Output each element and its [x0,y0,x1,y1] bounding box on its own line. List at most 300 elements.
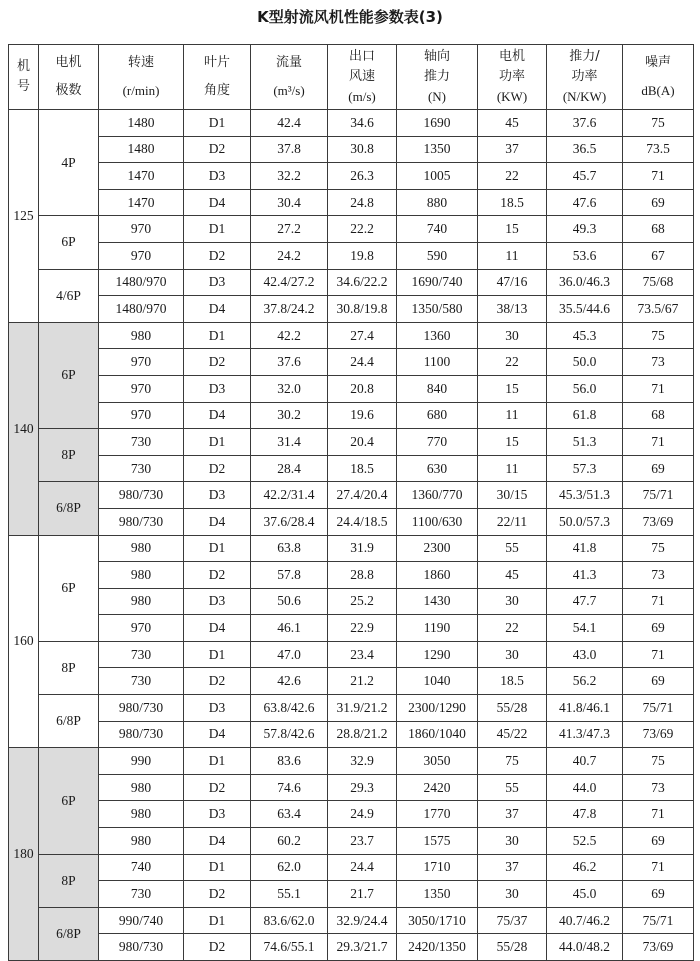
thrust-per-power-cell: 41.3 [547,562,623,589]
axial-thrust-cell: 880 [397,189,478,216]
thrust-per-power-cell: 46.2 [547,854,623,881]
noise-cell: 75/71 [623,907,694,934]
outlet-velocity-cell: 24.8 [328,189,397,216]
flow-cell: 42.2 [251,322,328,349]
blade-angle-cell: D1 [184,110,251,137]
header-outlet-velocity: 出口 风速 (m/s) [328,45,397,110]
speed-cell: 980 [99,322,184,349]
axial-thrust-cell: 1190 [397,615,478,642]
blade-angle-cell: D1 [184,641,251,668]
table-row [9,748,694,775]
pole-cell: 6P [39,322,99,428]
axial-thrust-cell: 1575 [397,828,478,855]
table-row [9,163,694,190]
thrust-per-power-cell: 45.0 [547,881,623,908]
flow-cell: 63.8 [251,535,328,562]
pole-cell: 4P [39,110,99,216]
axial-thrust-cell: 1360/770 [397,482,478,509]
outlet-velocity-cell: 23.7 [328,828,397,855]
noise-cell: 69 [623,189,694,216]
pole-cell: 6/8P [39,695,99,748]
outlet-velocity-cell: 24.4 [328,854,397,881]
flow-cell: 63.8/42.6 [251,695,328,722]
blade-angle-cell: D1 [184,322,251,349]
blade-angle-cell: D4 [184,508,251,535]
flow-cell: 42.6 [251,668,328,695]
thrust-per-power-cell: 41.3/47.3 [547,721,623,748]
speed-cell: 730 [99,668,184,695]
table-row [9,615,694,642]
speed-cell: 1470 [99,189,184,216]
blade-angle-cell: D4 [184,828,251,855]
axial-thrust-cell: 740 [397,216,478,243]
flow-cell: 74.6/55.1 [251,934,328,961]
speed-cell: 1480/970 [99,296,184,323]
axial-thrust-cell: 2420/1350 [397,934,478,961]
flow-cell: 55.1 [251,881,328,908]
noise-cell: 73/69 [623,721,694,748]
blade-angle-cell: D2 [184,455,251,482]
speed-cell: 980 [99,828,184,855]
outlet-velocity-cell: 25.2 [328,588,397,615]
speed-cell: 1480 [99,110,184,137]
thrust-per-power-cell: 50.0 [547,349,623,376]
speed-cell: 1480 [99,136,184,163]
pole-cell: 6P [39,535,99,641]
noise-cell: 73.5 [623,136,694,163]
motor-power-cell: 11 [478,455,547,482]
noise-cell: 75/71 [623,695,694,722]
table-row [9,402,694,429]
speed-cell: 980/730 [99,721,184,748]
motor-power-cell: 45 [478,110,547,137]
noise-cell: 71 [623,854,694,881]
noise-cell: 71 [623,801,694,828]
flow-cell: 27.2 [251,216,328,243]
thrust-per-power-cell: 49.3 [547,216,623,243]
blade-angle-cell: D3 [184,269,251,296]
axial-thrust-cell: 1100 [397,349,478,376]
flow-cell: 63.4 [251,801,328,828]
noise-cell: 75 [623,535,694,562]
thrust-per-power-cell: 44.0/48.2 [547,934,623,961]
thrust-per-power-cell: 61.8 [547,402,623,429]
motor-power-cell: 55 [478,774,547,801]
noise-cell: 73.5/67 [623,296,694,323]
header-axial-thrust: 轴向 推力 (N) [397,45,478,110]
thrust-per-power-cell: 47.7 [547,588,623,615]
flow-cell: 42.4/27.2 [251,269,328,296]
motor-power-cell: 30 [478,881,547,908]
axial-thrust-cell: 1350/580 [397,296,478,323]
outlet-velocity-cell: 30.8/19.8 [328,296,397,323]
outlet-velocity-cell: 31.9/21.2 [328,695,397,722]
speed-cell: 970 [99,375,184,402]
thrust-per-power-cell: 44.0 [547,774,623,801]
noise-cell: 68 [623,216,694,243]
motor-power-cell: 55/28 [478,934,547,961]
outlet-velocity-cell: 34.6 [328,110,397,137]
noise-cell: 75/71 [623,482,694,509]
flow-cell: 32.0 [251,375,328,402]
speed-cell: 740 [99,854,184,881]
pole-cell: 6/8P [39,907,99,960]
table-row [9,189,694,216]
noise-cell: 73 [623,774,694,801]
table-row [9,375,694,402]
motor-power-cell: 30/15 [478,482,547,509]
axial-thrust-cell: 630 [397,455,478,482]
speed-cell: 990 [99,748,184,775]
outlet-velocity-cell: 22.2 [328,216,397,243]
header-speed: 转速 (r/min) [99,45,184,110]
outlet-velocity-cell: 20.4 [328,429,397,456]
flow-cell: 37.8 [251,136,328,163]
table-row [9,721,694,748]
blade-angle-cell: D2 [184,136,251,163]
table-row [9,695,694,722]
table-row [9,216,694,243]
motor-power-cell: 75 [478,748,547,775]
thrust-per-power-cell: 45.7 [547,163,623,190]
axial-thrust-cell: 1690 [397,110,478,137]
model-cell: 160 [9,535,39,748]
flow-cell: 42.4 [251,110,328,137]
flow-cell: 37.6 [251,349,328,376]
table-row [9,296,694,323]
speed-cell: 980/730 [99,508,184,535]
header-poles: 电机 极数 [39,45,99,110]
blade-angle-cell: D4 [184,189,251,216]
noise-cell: 71 [623,641,694,668]
table-row [9,588,694,615]
thrust-per-power-cell: 53.6 [547,242,623,269]
flow-cell: 62.0 [251,854,328,881]
table-row [9,429,694,456]
axial-thrust-cell: 1005 [397,163,478,190]
table-row [9,881,694,908]
flow-cell: 30.4 [251,189,328,216]
thrust-per-power-cell: 56.2 [547,668,623,695]
axial-thrust-cell: 1690/740 [397,269,478,296]
flow-cell: 47.0 [251,641,328,668]
noise-cell: 69 [623,881,694,908]
thrust-per-power-cell: 40.7/46.2 [547,907,623,934]
axial-thrust-cell: 3050 [397,748,478,775]
axial-thrust-cell: 840 [397,375,478,402]
flow-cell: 30.2 [251,402,328,429]
speed-cell: 980 [99,774,184,801]
outlet-velocity-cell: 29.3 [328,774,397,801]
blade-angle-cell: D4 [184,615,251,642]
motor-power-cell: 15 [478,429,547,456]
flow-cell: 31.4 [251,429,328,456]
speed-cell: 980 [99,588,184,615]
motor-power-cell: 55 [478,535,547,562]
axial-thrust-cell: 1100/630 [397,508,478,535]
blade-angle-cell: D2 [184,562,251,589]
outlet-velocity-cell: 27.4/20.4 [328,482,397,509]
thrust-per-power-cell: 45.3/51.3 [547,482,623,509]
pole-cell: 6P [39,216,99,269]
blade-angle-cell: D2 [184,774,251,801]
blade-angle-cell: D1 [184,535,251,562]
blade-angle-cell: D4 [184,402,251,429]
table-row [9,854,694,881]
outlet-velocity-cell: 19.8 [328,242,397,269]
header-blade-angle: 叶片 角度 [184,45,251,110]
pole-cell: 8P [39,641,99,694]
noise-cell: 75 [623,322,694,349]
table-row [9,801,694,828]
motor-power-cell: 11 [478,402,547,429]
table-row [9,934,694,961]
motor-power-cell: 22 [478,163,547,190]
noise-cell: 71 [623,588,694,615]
motor-power-cell: 30 [478,322,547,349]
speed-cell: 980/730 [99,695,184,722]
flow-cell: 32.2 [251,163,328,190]
axial-thrust-cell: 2300/1290 [397,695,478,722]
pole-cell: 4/6P [39,269,99,322]
table-row [9,907,694,934]
outlet-velocity-cell: 24.4 [328,349,397,376]
axial-thrust-cell: 1350 [397,881,478,908]
axial-thrust-cell: 1360 [397,322,478,349]
blade-angle-cell: D4 [184,296,251,323]
flow-cell: 37.8/24.2 [251,296,328,323]
flow-cell: 83.6/62.0 [251,907,328,934]
noise-cell: 73 [623,349,694,376]
thrust-per-power-cell: 41.8 [547,535,623,562]
performance-table [8,44,694,961]
thrust-per-power-cell: 50.0/57.3 [547,508,623,535]
table-row [9,242,694,269]
blade-angle-cell: D1 [184,854,251,881]
table-row [9,668,694,695]
noise-cell: 69 [623,828,694,855]
speed-cell: 730 [99,455,184,482]
blade-angle-cell: D1 [184,907,251,934]
motor-power-cell: 37 [478,801,547,828]
axial-thrust-cell: 680 [397,402,478,429]
model-cell: 140 [9,322,39,535]
motor-power-cell: 37 [478,854,547,881]
motor-power-cell: 47/16 [478,269,547,296]
motor-power-cell: 11 [478,242,547,269]
outlet-velocity-cell: 24.4/18.5 [328,508,397,535]
flow-cell: 42.2/31.4 [251,482,328,509]
thrust-per-power-cell: 43.0 [547,641,623,668]
table-row [9,482,694,509]
table-row [9,508,694,535]
table-row [9,110,694,137]
thrust-per-power-cell: 47.8 [547,801,623,828]
noise-cell: 75 [623,748,694,775]
thrust-per-power-cell: 57.3 [547,455,623,482]
outlet-velocity-cell: 26.3 [328,163,397,190]
table-row [9,535,694,562]
speed-cell: 730 [99,429,184,456]
axial-thrust-cell: 2420 [397,774,478,801]
axial-thrust-cell: 1860 [397,562,478,589]
axial-thrust-cell: 1860/1040 [397,721,478,748]
blade-angle-cell: D1 [184,216,251,243]
motor-power-cell: 45 [478,562,547,589]
speed-cell: 980 [99,801,184,828]
blade-angle-cell: D3 [184,801,251,828]
noise-cell: 68 [623,402,694,429]
noise-cell: 69 [623,668,694,695]
thrust-per-power-cell: 56.0 [547,375,623,402]
speed-cell: 980 [99,535,184,562]
header-model: 机 号 [9,45,39,110]
flow-cell: 28.4 [251,455,328,482]
blade-angle-cell: D3 [184,482,251,509]
motor-power-cell: 15 [478,375,547,402]
motor-power-cell: 30 [478,641,547,668]
table-row [9,322,694,349]
axial-thrust-cell: 1770 [397,801,478,828]
table-row [9,828,694,855]
outlet-velocity-cell: 19.6 [328,402,397,429]
table-body [9,110,694,961]
motor-power-cell: 22/11 [478,508,547,535]
motor-power-cell: 22 [478,349,547,376]
noise-cell: 71 [623,375,694,402]
noise-cell: 67 [623,242,694,269]
motor-power-cell: 38/13 [478,296,547,323]
speed-cell: 980 [99,562,184,589]
header-row [9,45,694,110]
blade-angle-cell: D2 [184,668,251,695]
thrust-per-power-cell: 36.5 [547,136,623,163]
thrust-per-power-cell: 41.8/46.1 [547,695,623,722]
motor-power-cell: 30 [478,828,547,855]
noise-cell: 75/68 [623,269,694,296]
thrust-per-power-cell: 36.0/46.3 [547,269,623,296]
noise-cell: 69 [623,455,694,482]
speed-cell: 970 [99,402,184,429]
blade-angle-cell: D1 [184,748,251,775]
table-row [9,349,694,376]
flow-cell: 37.6/28.4 [251,508,328,535]
blade-angle-cell: D2 [184,881,251,908]
outlet-velocity-cell: 20.8 [328,375,397,402]
model-cell: 180 [9,748,39,961]
flow-cell: 24.2 [251,242,328,269]
outlet-velocity-cell: 18.5 [328,455,397,482]
table-row [9,269,694,296]
axial-thrust-cell: 770 [397,429,478,456]
outlet-velocity-cell: 32.9/24.4 [328,907,397,934]
noise-cell: 71 [623,163,694,190]
table-row [9,774,694,801]
pole-cell: 8P [39,429,99,482]
outlet-velocity-cell: 21.7 [328,881,397,908]
noise-cell: 75 [623,110,694,137]
speed-cell: 970 [99,242,184,269]
model-cell: 125 [9,110,39,323]
table-row [9,455,694,482]
noise-cell: 71 [623,429,694,456]
speed-cell: 730 [99,881,184,908]
flow-cell: 57.8/42.6 [251,721,328,748]
motor-power-cell: 37 [478,136,547,163]
speed-cell: 980/730 [99,934,184,961]
motor-power-cell: 15 [478,216,547,243]
motor-power-cell: 45/22 [478,721,547,748]
pole-cell: 8P [39,854,99,907]
axial-thrust-cell: 1350 [397,136,478,163]
flow-cell: 60.2 [251,828,328,855]
axial-thrust-cell: 2300 [397,535,478,562]
header-thrust-per-power: 推力/ 功率 (N/KW) [547,45,623,110]
table-row [9,641,694,668]
motor-power-cell: 18.5 [478,668,547,695]
header-noise: 噪声 dB(A) [623,45,694,110]
flow-cell: 46.1 [251,615,328,642]
table-title: K型射流风机性能参数表(3) [257,8,443,26]
noise-cell: 73/69 [623,934,694,961]
outlet-velocity-cell: 28.8 [328,562,397,589]
table-row [9,562,694,589]
motor-power-cell: 22 [478,615,547,642]
outlet-velocity-cell: 21.2 [328,668,397,695]
motor-power-cell: 55/28 [478,695,547,722]
noise-cell: 69 [623,615,694,642]
blade-angle-cell: D3 [184,375,251,402]
outlet-velocity-cell: 29.3/21.7 [328,934,397,961]
outlet-velocity-cell: 23.4 [328,641,397,668]
outlet-velocity-cell: 31.9 [328,535,397,562]
speed-cell: 730 [99,641,184,668]
blade-angle-cell: D4 [184,721,251,748]
thrust-per-power-cell: 37.6 [547,110,623,137]
blade-angle-cell: D3 [184,695,251,722]
axial-thrust-cell: 1290 [397,641,478,668]
thrust-per-power-cell: 35.5/44.6 [547,296,623,323]
motor-power-cell: 18.5 [478,189,547,216]
axial-thrust-cell: 590 [397,242,478,269]
thrust-per-power-cell: 40.7 [547,748,623,775]
axial-thrust-cell: 1040 [397,668,478,695]
speed-cell: 970 [99,216,184,243]
thrust-per-power-cell: 45.3 [547,322,623,349]
outlet-velocity-cell: 28.8/21.2 [328,721,397,748]
outlet-velocity-cell: 24.9 [328,801,397,828]
flow-cell: 83.6 [251,748,328,775]
outlet-velocity-cell: 22.9 [328,615,397,642]
outlet-velocity-cell: 30.8 [328,136,397,163]
noise-cell: 73 [623,562,694,589]
speed-cell: 990/740 [99,907,184,934]
blade-angle-cell: D2 [184,349,251,376]
blade-angle-cell: D2 [184,242,251,269]
header-motor-power: 电机 功率 (KW) [478,45,547,110]
axial-thrust-cell: 3050/1710 [397,907,478,934]
thrust-per-power-cell: 52.5 [547,828,623,855]
blade-angle-cell: D3 [184,163,251,190]
speed-cell: 1470 [99,163,184,190]
axial-thrust-cell: 1430 [397,588,478,615]
flow-cell: 74.6 [251,774,328,801]
table-row [9,136,694,163]
speed-cell: 980/730 [99,482,184,509]
motor-power-cell: 30 [478,588,547,615]
blade-angle-cell: D2 [184,934,251,961]
pole-cell: 6P [39,748,99,854]
